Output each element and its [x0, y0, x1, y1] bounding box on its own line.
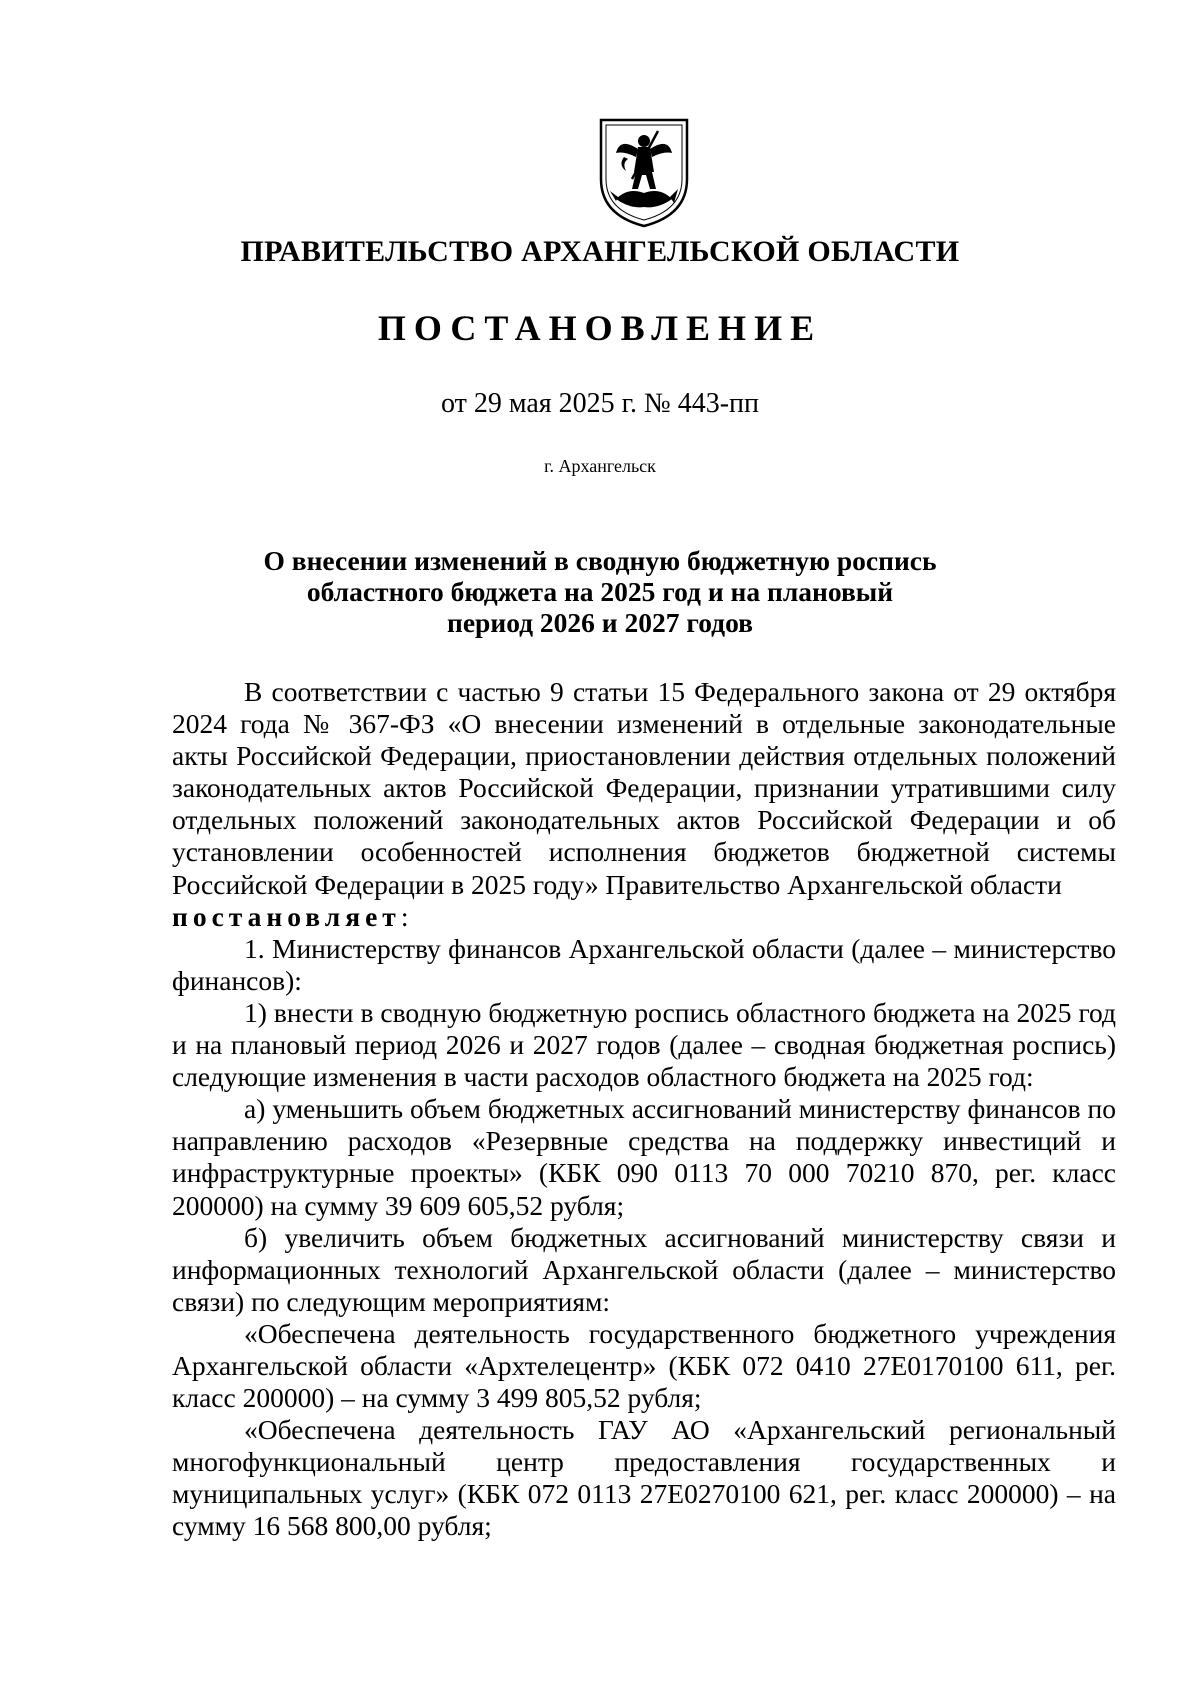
document-title: [160, 545, 1040, 638]
paragraph-event-1: «Обеспечена деятельность государственного бюджетного учреждения Архангельской области «Архтелецентр» (КБК 072 0410 27Е0170100 611, рег. класс 200000) – на сумму 3 499 805,52 рубля;: [172, 1317, 1116, 1414]
paragraph-event-2: «Обеспечена деятельность ГАУ АО «Архангельский региональный многофункциональный центр предоставления государственных и муниципальных услуг» (КБК 072 0113 27Е0270100 621, рег. класс 200000) – на сумму 16 568 800,00 рубля;: [172, 1414, 1116, 1542]
paragraph-1: 1. Министерству финансов Архангельской области (далее – министерство финансов):: [172, 932, 1116, 996]
government-name: ПРАВИТЕЛЬСТВО АРХАНГЕЛЬСКОЙ ОБЛАСТИ: [240, 235, 960, 268]
title-line: О внесении изменений в сводную бюджетную роспись: [263, 545, 937, 576]
document-body: [172, 676, 1116, 1543]
coat-of-arms-icon: [598, 117, 690, 229]
document-type: ПОСТАНОВЛЕНИЕ: [377, 308, 823, 348]
paragraph-a: а) уменьшить объем бюджетных ассигнований министерству финансов по направлению расходов «Резервные средства на поддержку инвестиций и инфраструктурные проекты» (КБК 090 0113 70 000 70210 870, рег. класс 200000) на сумму 39 609 605,52 рубля;: [172, 1093, 1116, 1221]
paragraph-1-1: 1) внести в сводную бюджетную роспись областного бюджета на 2025 год и на плановый период 2026 и 2027 годов (далее – сводная бюджетная роспись) следующие изменения в части расходов областного бюджета на 2025 год:: [172, 996, 1116, 1093]
date-and-number: от 29 мая 2025 г. № 443-пп: [440, 388, 760, 419]
paragraph-b: б) увеличить объем бюджетных ассигнований министерству связи и информационных технологий Архангельской области (далее – министерство связи) по следующим мероприятиям:: [172, 1221, 1116, 1317]
resolves-colon: :: [400, 900, 409, 932]
title-line: областного бюджета на 2025 год и на плановый: [306, 576, 894, 607]
resolves-line: [172, 901, 1116, 933]
preamble-paragraph: В соответствии с частью 9 статьи 15 Федерального закона от 29 октября 2024 года № 367-ФЗ «О внесении изменений в отдельные законодательные акты Российской Федерации, приостановлении действия отдельных положений законодательных актов Российской Федерации, признании утратившими силу отдельных положений законодательных актов Российской Федерации и об установлении особенностей исполнения бюджетов бюджетной системы Российской Федерации в 2025 году» Правительство Архангельской области: [172, 676, 1116, 900]
title-line: период 2026 и 2027 годов: [447, 607, 753, 638]
city: г. Архангельск: [544, 456, 656, 476]
resolves-word: постановляет: [172, 900, 401, 932]
